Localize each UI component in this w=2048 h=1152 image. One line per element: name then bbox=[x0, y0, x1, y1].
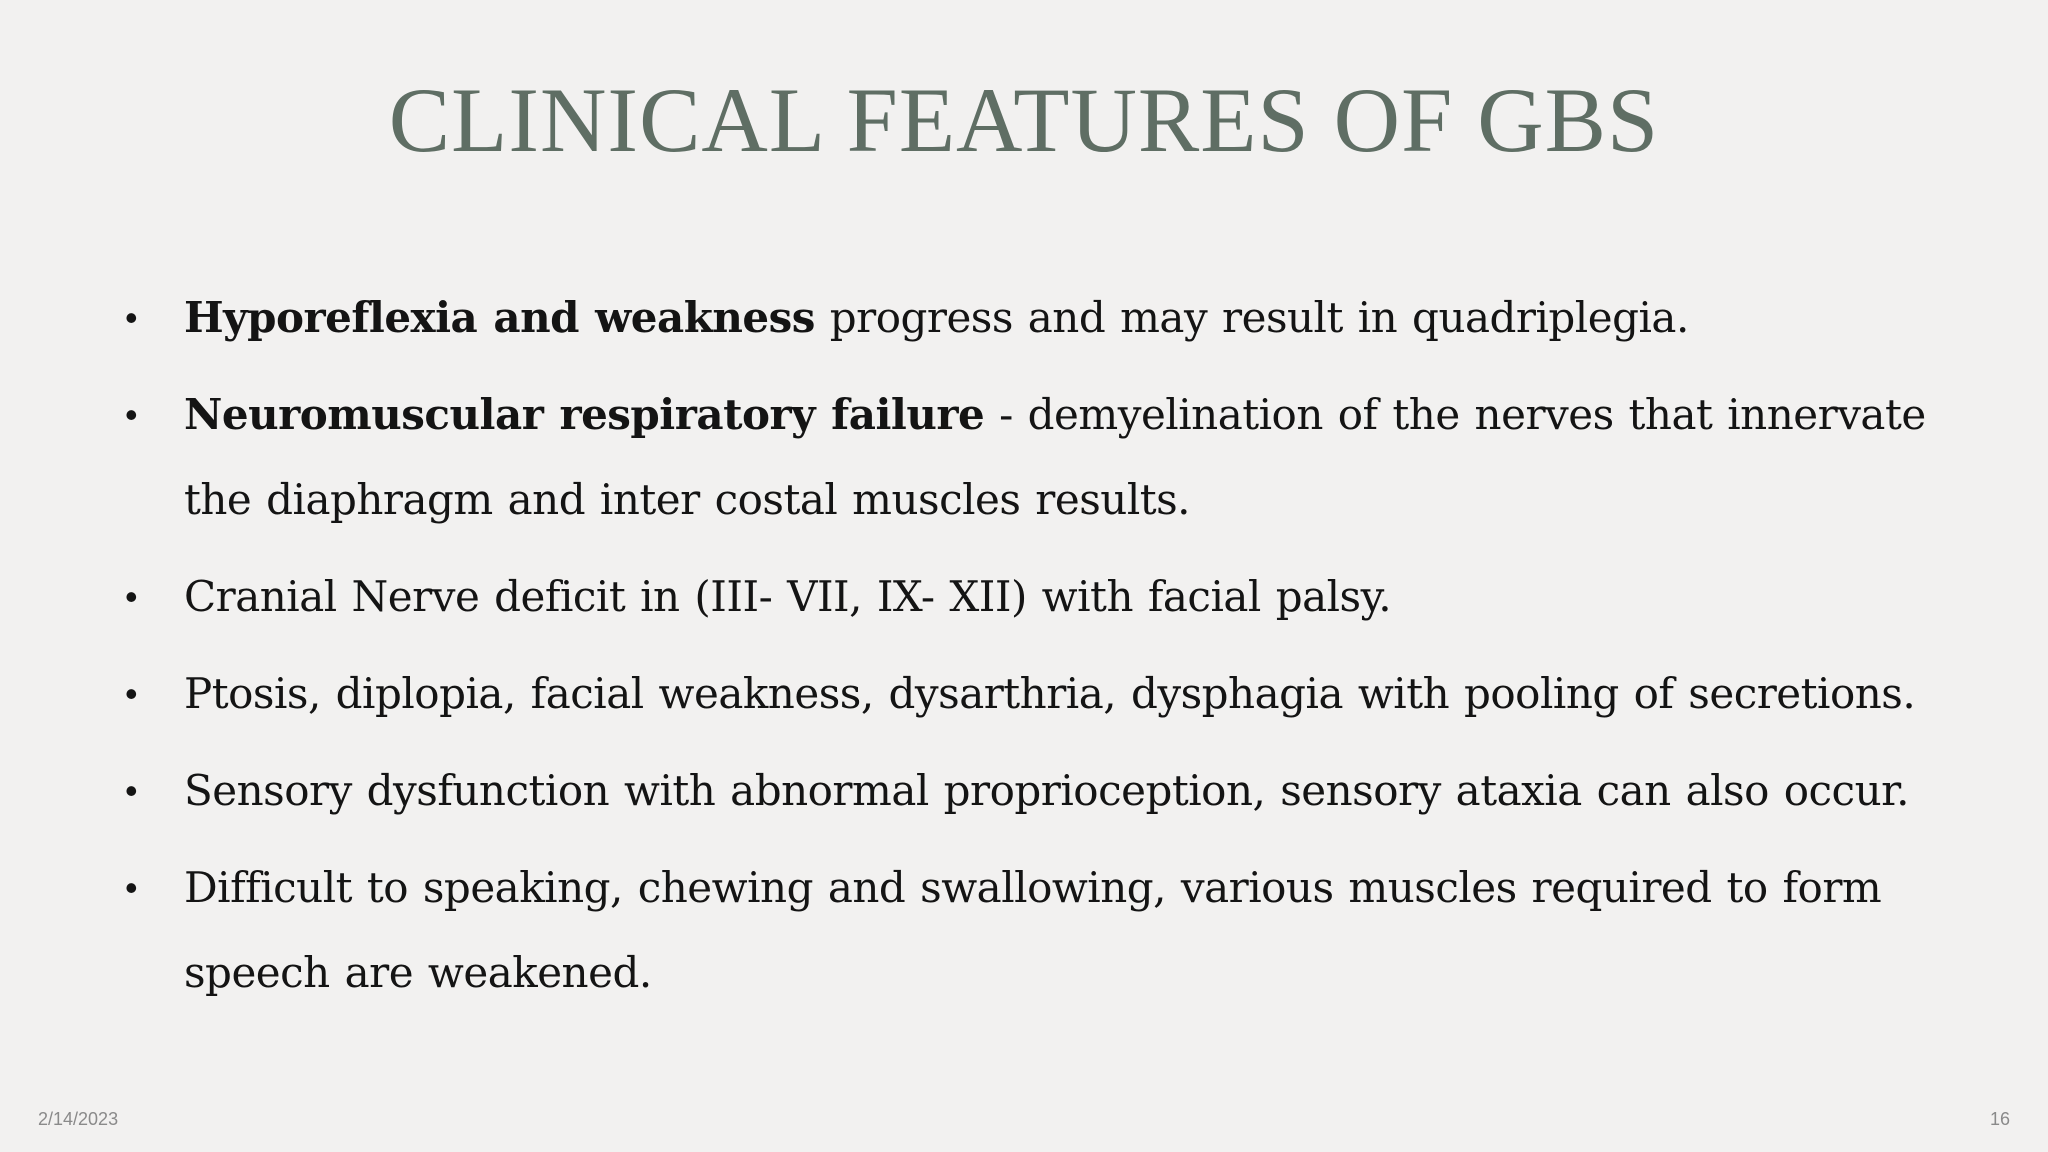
slide-title: CLINICAL FEATURES OF GBS bbox=[388, 69, 1660, 171]
bullet-bold-text: Hyporeflexia and weakness bbox=[184, 293, 815, 342]
bullet-text: - demyelination of the nerves that innervate the diaphragm and inter costal muscles results. bbox=[184, 390, 1926, 524]
bullet-text: Difficult to speaking, chewing and swallowing, various muscles required to form speech are weakened. bbox=[184, 863, 1882, 997]
bullet-icon: • bbox=[125, 297, 138, 338]
bullet-item bbox=[125, 275, 1965, 360]
bullet-icon: • bbox=[125, 770, 138, 811]
bullet-icon: • bbox=[125, 673, 138, 714]
bullet-text: progress and may result in quadriplegia. bbox=[814, 293, 1689, 342]
bullet-icon: • bbox=[125, 576, 138, 617]
bullet-item bbox=[125, 845, 1965, 1015]
slide-page-number: 16 bbox=[1989, 1109, 2010, 1129]
bullet-item bbox=[125, 372, 1965, 542]
bullet-text: Ptosis, diplopia, facial weakness, dysarthria, dysphagia with pooling of secretions. bbox=[184, 669, 1916, 718]
bullet-list bbox=[125, 275, 1965, 1027]
bullet-bold-text: Neuromuscular respiratory failure bbox=[184, 390, 985, 439]
bullet-text: Cranial Nerve deficit in (III- VII, IX- XII) with facial palsy. bbox=[184, 572, 1392, 621]
slide-date: 2/14/2023 bbox=[38, 1109, 119, 1129]
bullet-item bbox=[125, 748, 1965, 833]
bullet-icon: • bbox=[125, 867, 138, 908]
bullet-text: Sensory dysfunction with abnormal proprioception, sensory ataxia can also occur. bbox=[184, 766, 1909, 815]
bullet-icon: • bbox=[125, 394, 138, 435]
bullet-item bbox=[125, 651, 1965, 736]
bullet-item bbox=[125, 554, 1965, 639]
